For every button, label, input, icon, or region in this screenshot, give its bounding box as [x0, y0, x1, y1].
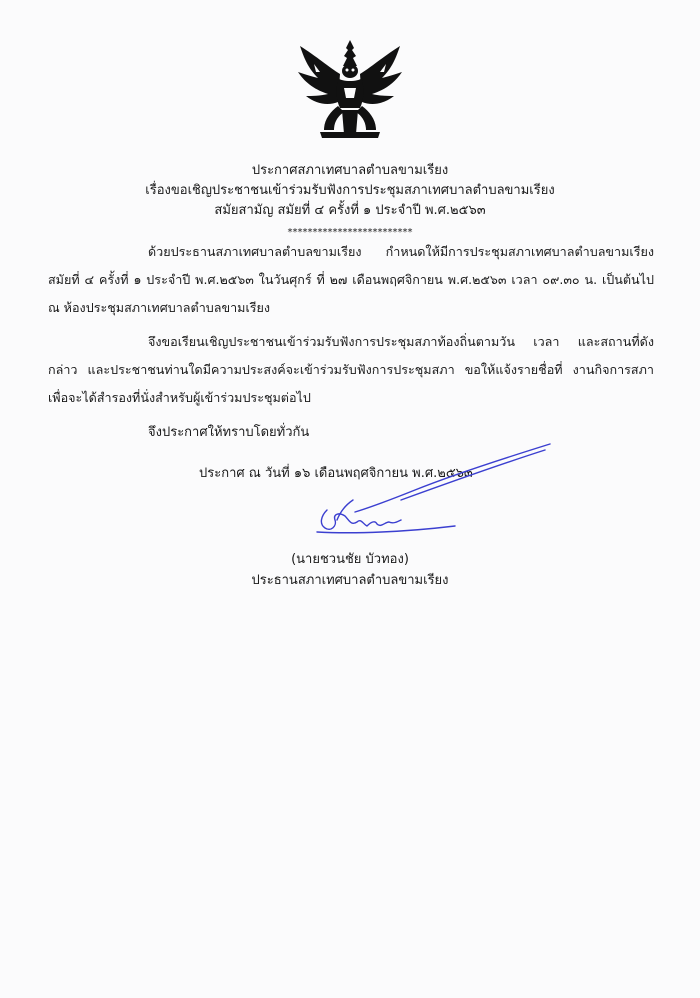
announcement-session: สมัยสามัญ สมัยที่ ๔ ครั้งที่ ๑ ประจำปี พ.ศ.๒๕๖๓	[214, 203, 486, 218]
signer-name: (นายชวนชัย บัวทอง)	[291, 552, 409, 567]
garuda-emblem	[294, 38, 406, 142]
announcement-subject: เรื่องขอเชิญประชาชนเข้าร่วมรับฟังการประชุมสภาเทศบาลตำบลขามเรียง	[145, 183, 555, 198]
body-paragraph-1: ด้วยประธานสภาเทศบาลตำบลขามเรียง กำหนดให้มีการประชุมสภาเทศบาลตำบลขามเรียง สมัยที่ ๔ ครั้งที่ ๑ ประจำปี พ.ศ.๒๕๖๓ ในวันศุกร์ ที่ ๒๗ เดือนพฤศจิกายน พ.ศ.๒๕๖๓ เวลา ๐๙.๓๐ น. เป็นต้นไป ณ ห้องประชุมสภาเทศบาลตำบลขามเรียง	[48, 244, 654, 315]
closing-statement: จึงประกาศให้ทราบโดยทั่วกัน	[148, 425, 310, 440]
signer-title: ประธานสภาเทศบาลตำบลขามเรียง	[251, 573, 449, 588]
announcement-title: ประกาศสภาเทศบาลตำบลขามเรียง	[251, 163, 449, 178]
announcement-date: ประกาศ ณ วันที่ ๑๖ เดือนพฤศจิกายน พ.ศ.๒๕๖๓	[199, 466, 473, 481]
body-paragraph-2: จึงขอเรียนเชิญประชาชนเข้าร่วมรับฟังการประชุมสภาท้องถิ่นตามวัน เวลา และสถานที่ดังกล่าว และประชาชนท่านใดมีความประสงค์จะเข้าร่วมรับฟังการประชุมสภา ขอให้แจ้งรายชื่อที่ งานกิจการสภา เพื่อจะได้สำรองที่นั่งสำหรับผู้เข้าร่วมประชุมต่อไป	[48, 334, 654, 405]
handwritten-signature	[305, 440, 555, 540]
separator-stars: *************************	[287, 227, 413, 238]
